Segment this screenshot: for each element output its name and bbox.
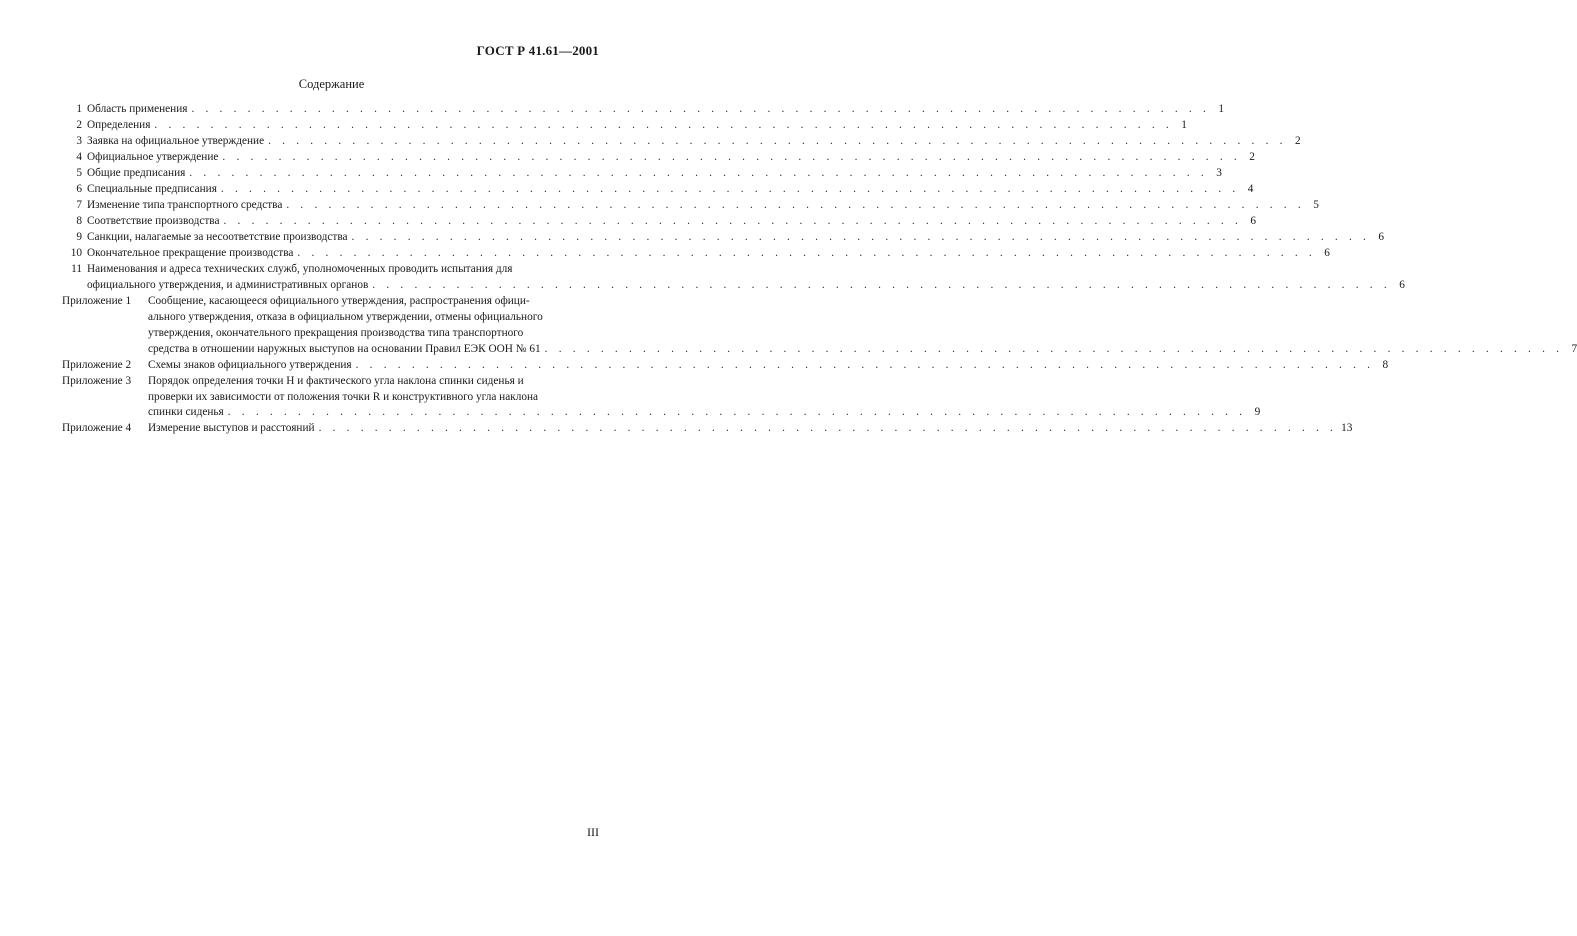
toc-entry-number: Приложение 3	[62, 374, 132, 387]
toc-dot-leader: . . . . . . . . . . . . . . . . . . . . . . . . . . . . . . . . . . . . . . . . . . . . . . . . . . . . . . . . . . . . . . . . . . . . . . . . .	[191, 103, 1210, 115]
toc-entry[interactable]	[62, 166, 1222, 182]
toc-entry-text: Определения	[87, 119, 151, 131]
toc-entry[interactable]	[62, 294, 1577, 358]
toc-entry-number: 5	[76, 167, 82, 179]
toc-entry[interactable]	[62, 374, 1261, 422]
toc-entry-text: Официальное утверждение	[87, 151, 219, 163]
toc-entry[interactable]	[62, 182, 1254, 198]
toc-entry[interactable]	[62, 262, 1405, 294]
toc-entry-page: 13	[1341, 422, 1353, 435]
toc-entry-number: 4	[76, 151, 82, 163]
toc-entry-page: 6	[1324, 247, 1330, 259]
toc-entry[interactable]	[62, 150, 1255, 166]
toc-dot-leader: . . . . . . . . . . . . . . . . . . . . . . . . . . . . . . . . . . . . . . . . . . . . . . . . . . . . . . . . . . . . . . . . . . . . . . . . .	[355, 358, 1375, 371]
toc-entry-number: 11	[71, 263, 82, 275]
toc-entry-text: Заявка на официальное утверждение	[87, 135, 265, 147]
toc-entry-page: 1	[1218, 103, 1224, 115]
toc-entry-number: 6	[76, 183, 82, 195]
toc-entry[interactable]	[62, 358, 1389, 374]
toc-entry-text: Окончательное прекращение производства	[87, 247, 294, 259]
toc-dot-leader: . . . . . . . . . . . . . . . . . . . . . . . . . . . . . . . . . . . . . . . . . . . . . . . . . . . . . . . . . . . . . . . . . . . . . . . . .	[286, 199, 1305, 211]
toc-entry[interactable]	[62, 421, 1353, 437]
toc-dot-leader: . . . . . . . . . . . . . . . . . . . . . . . . . . . . . . . . . . . . . . . . . . . . . . . . . . . . . . . . . . . . . . . . . . . . . . . . .	[372, 278, 1391, 291]
toc-entry-number: 7	[76, 199, 82, 211]
toc-dot-leader: . . . . . . . . . . . . . . . . . . . . . . . . . . . . . . . . . . . . . . . . . . . . . . . . . . . . . . . . . . . . . . . . . . . . . . . . .	[222, 151, 1241, 163]
toc-entry-number: 3	[76, 135, 82, 147]
toc-dot-leader: . . . . . . . . . . . . . . . . . . . . . . . . . . . . . . . . . . . . . . . . . . . . . . . . . . . . . . . . . . . . . . . . . . . . . . . . .	[189, 167, 1208, 179]
toc-dot-leader: . . . . . . . . . . . . . . . . . . . . . . . . . . . . . . . . . . . . . . . . . . . . . . . . . . . . . . . . . . . . . . . . . . . . . . . . .	[220, 183, 1240, 195]
toc-entry-number: Приложение 4	[62, 422, 132, 435]
toc-dot-leader: . . . . . . . . . . . . . . . . . . . . . . . . . . . . . . . . . . . . . . . . . . . . . . . . . . . . . . . . . . . . . . . . . . . . . . . . .	[318, 422, 1338, 435]
toc-dot-leader: . . . . . . . . . . . . . . . . . . . . . . . . . . . . . . . . . . . . . . . . . . . . . . . . . . . . . . . . . . . . . . . . . . . . . . . . .	[544, 342, 1564, 355]
toc-entry-page: 4	[1247, 183, 1254, 195]
toc-entry-number: 9	[76, 231, 82, 243]
toc-entry-number: 2	[76, 119, 82, 131]
toc-entry-text: Область применения	[87, 103, 188, 115]
toc-entry[interactable]	[62, 230, 1385, 246]
toc-dot-leader: . . . . . . . . . . . . . . . . . . . . . . . . . . . . . . . . . . . . . . . . . . . . . . . . . . . . . . . . . . . . . . . . . . . . . . . . .	[227, 406, 1247, 419]
toc-entry-text: Порядок определения точки H и фактического угла наклона спинки сиденья и	[148, 374, 524, 387]
table-of-contents	[62, 102, 1577, 437]
toc-dot-leader: . . . . . . . . . . . . . . . . . . . . . . . . . . . . . . . . . . . . . . . . . . . . . . . . . . . . . . . . . . . . . . . . . . . . . . . . .	[223, 215, 1242, 227]
toc-entry-page: 6	[1250, 215, 1256, 227]
toc-entry[interactable]	[62, 134, 1301, 150]
toc-entry-number: Приложение 1	[62, 294, 132, 307]
toc-entry-page: 6	[1399, 278, 1405, 291]
toc-entry-page: 2	[1294, 135, 1301, 147]
toc-entry-text: Изменение типа транспортного средства	[87, 199, 283, 211]
toc-entry-page: 3	[1216, 167, 1222, 179]
toc-entry-page: 7	[1571, 342, 1577, 355]
toc-entry-text: средства в отношении наружных выступов на основании Правил ЕЭК ООН № 61	[148, 342, 541, 355]
document-code: ГОСТ Р 41.61—2001	[476, 43, 599, 58]
toc-entry-text: Соответствие производства	[87, 215, 220, 227]
toc-dot-leader: . . . . . . . . . . . . . . . . . . . . . . . . . . . . . . . . . . . . . . . . . . . . . . . . . . . . . . . . . . . . . . . . . . . . . . . . .	[297, 247, 1316, 259]
toc-entry[interactable]	[62, 102, 1224, 118]
toc-entry-text: Схемы знаков официального утверждения	[148, 358, 352, 371]
toc-dot-leader: . . . . . . . . . . . . . . . . . . . . . . . . . . . . . . . . . . . . . . . . . . . . . . . . . . . . . . . . . . . . . . . . . . . . . . . . .	[268, 135, 1287, 147]
toc-entry-text: Сообщение, касающееся официального утверждения, распространения офици-	[148, 294, 530, 307]
toc-entry-page: 2	[1249, 151, 1255, 163]
toc-entry-text: Специальные предписания	[87, 183, 217, 195]
toc-entry-text: официального утверждения, и административных органов	[87, 278, 369, 291]
toc-entry-page: 8	[1382, 358, 1389, 371]
toc-dot-leader: . . . . . . . . . . . . . . . . . . . . . . . . . . . . . . . . . . . . . . . . . . . . . . . . . . . . . . . . . . . . . . . . . . . . . . . . .	[154, 119, 1173, 131]
toc-entry-number: 8	[76, 215, 82, 227]
toc-entry-text: проверки их зависимости от положения точки R и конструктивного угла наклона	[148, 390, 539, 403]
toc-entry[interactable]	[62, 214, 1256, 230]
toc-entry[interactable]	[62, 118, 1187, 134]
toc-title: Содержание	[298, 77, 365, 91]
toc-entry-text: Общие предписания	[87, 167, 186, 179]
toc-dot-leader: . . . . . . . . . . . . . . . . . . . . . . . . . . . . . . . . . . . . . . . . . . . . . . . . . . . . . . . . . . . . . . . . . . . . . . . . .	[351, 231, 1371, 243]
toc-entry[interactable]	[62, 246, 1330, 262]
toc-entry[interactable]	[62, 198, 1319, 214]
toc-entry-number: 1	[76, 103, 82, 115]
toc-entry-page: 1	[1181, 119, 1187, 131]
toc-entry-number: 10	[70, 247, 82, 259]
toc-entry-text: спинки сиденья	[148, 406, 224, 419]
toc-entry-page: 5	[1313, 199, 1319, 211]
toc-entry-page: 9	[1254, 406, 1261, 419]
toc-entry-text: утверждения, окончательного прекращения производства типа транспортного	[148, 326, 524, 339]
toc-entry-text: Измерение выступов и расстояний	[148, 422, 315, 435]
toc-entry-text: Наименования и адреса технических служб, уполномоченных проводить испытания для	[87, 263, 513, 275]
toc-entry-page: 6	[1378, 231, 1385, 243]
toc-entry-number: Приложение 2	[62, 358, 132, 371]
page-number: III	[587, 825, 599, 839]
toc-entry-text: Санкции, налагаемые за несоответствие производства	[87, 231, 348, 243]
toc-entry-text: ального утверждения, отказа в официальном утверждении, отмены официального	[148, 310, 543, 323]
